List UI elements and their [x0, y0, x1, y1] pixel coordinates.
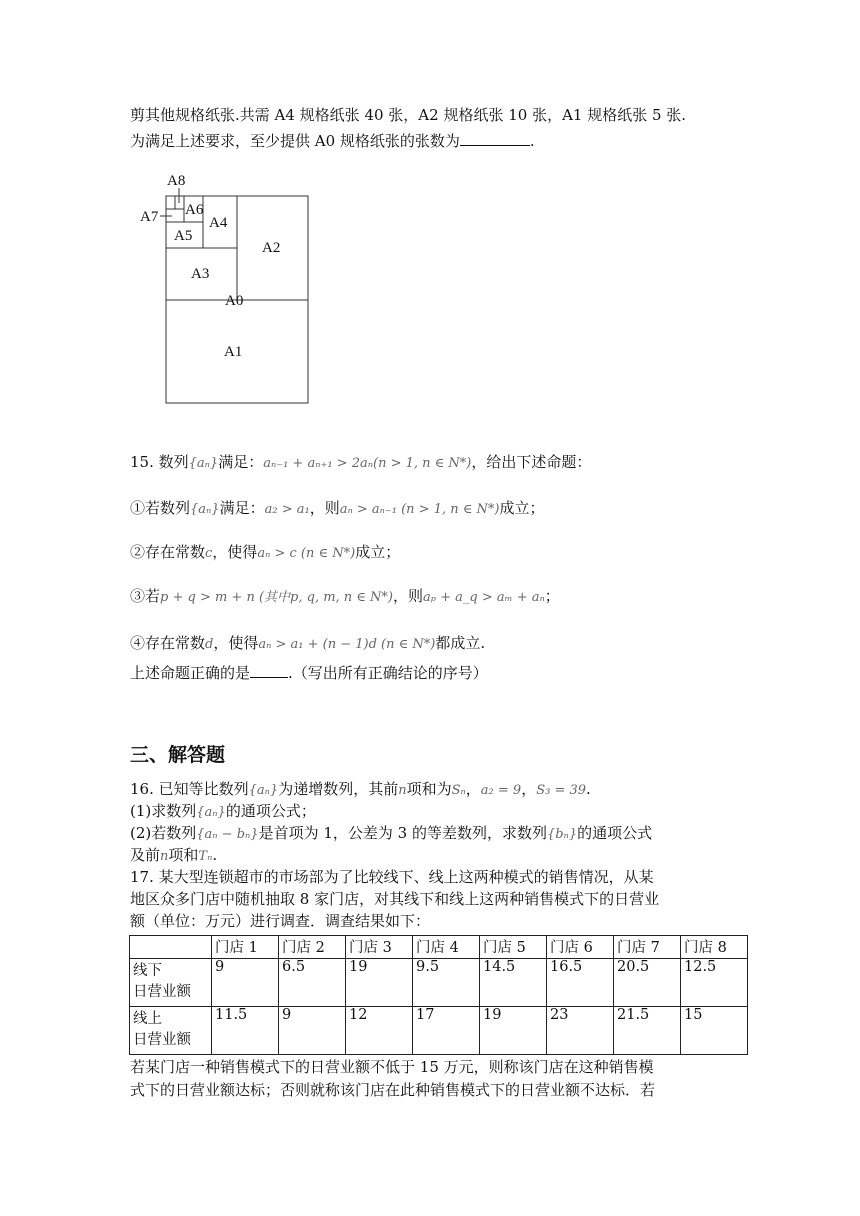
sales-table: [129, 935, 748, 1055]
p16-text: 及前: [130, 846, 161, 864]
formula: Sₙ: [451, 783, 466, 798]
seq-an: {aₙ}: [190, 502, 220, 517]
p16-text: 项和为: [406, 780, 452, 798]
p16-text: ，: [465, 780, 481, 798]
option-text: ，使得: [212, 543, 258, 561]
p15-stem: [130, 451, 591, 475]
p15-text: 满足：: [218, 453, 264, 471]
p14-line-2-text: 为满足上述要求，至少提供 A0 规格纸张的张数为: [130, 132, 460, 150]
option-text: ，则: [393, 587, 424, 605]
question-text: 上述命题正确的是: [130, 664, 251, 682]
table-cell: 6.5: [279, 959, 346, 1007]
option-text: ③若: [130, 587, 161, 605]
table-header-cell: 门店 6: [547, 936, 614, 959]
row-label-line: 线下: [133, 963, 162, 979]
table-header-cell: 门店 4: [413, 936, 480, 959]
table-cell: 21.5: [614, 1007, 681, 1055]
p16-text: (2)若数列: [130, 824, 197, 842]
option-text: ②存在常数: [130, 543, 206, 561]
table-cell: 9.5: [413, 959, 480, 1007]
p16-text: ，: [521, 780, 537, 798]
p17-line-2: 地区众多门店中随机抽取 8 家门店，对其线下和线上这两种销售模式下的日营业: [130, 890, 660, 908]
p15-option-2: [130, 541, 400, 565]
row-label: [130, 1007, 212, 1055]
p17-after-2: 式下的日营业额达标；否则就称该门店在此种销售模式下的日营业额不达标．若: [130, 1081, 656, 1099]
formula: S₃ = 39: [536, 783, 587, 798]
formula: aₚ + a_q > aₘ + aₙ: [423, 590, 545, 605]
p16-line-3: [130, 822, 652, 846]
table-header-cell: [130, 936, 212, 959]
table-cell: 17: [413, 1007, 480, 1055]
seq-an: {aₙ}: [188, 456, 219, 471]
option-text: ，则: [309, 499, 340, 517]
table-cell: 15: [681, 1007, 748, 1055]
label-a1: A1: [224, 344, 243, 360]
formula: aₙ > a₁ + (n − 1)d (n ∈ N*): [258, 637, 436, 652]
p16-text: 项和: [168, 846, 199, 864]
table-cell: 23: [547, 1007, 614, 1055]
formula: n: [398, 783, 407, 798]
table-row-offline: [130, 959, 748, 1007]
p15-option-4: [130, 632, 485, 656]
formula: Tₙ: [198, 849, 213, 864]
p16-text: 的通项公式: [577, 824, 653, 842]
p16-text: 是首项为 1，公差为 3 的等差数列，求数列: [258, 824, 547, 842]
row-label-line: 日营业额: [133, 984, 191, 1000]
p16-text: .: [586, 780, 591, 798]
table-cell: 12.5: [681, 959, 748, 1007]
table-cell: 12: [346, 1007, 413, 1055]
p16-text: 的通项公式；: [225, 802, 316, 820]
table-header-cell: 门店 3: [346, 936, 413, 959]
section-heading: 三、解答题: [130, 744, 226, 766]
formula: {bₙ}: [546, 827, 578, 842]
formula: {aₙ − bₙ}: [196, 827, 259, 842]
paper-size-figure: [130, 165, 320, 410]
option-text: 都成立.: [435, 634, 486, 652]
p16-text: 为递增数列，其前: [278, 780, 399, 798]
formula: n: [160, 849, 169, 864]
answer-blank: [250, 662, 288, 678]
p15-option-3: [130, 585, 560, 609]
p17-line-3: 额（单位：万元）进行调查．调查结果如下：: [130, 912, 431, 930]
seq-an: {aₙ}: [196, 805, 226, 820]
option-text: 满足：: [219, 499, 265, 517]
table-cell: 14.5: [480, 959, 547, 1007]
option-text: ，使得: [213, 634, 259, 652]
p15-condition-formula: aₙ₋₁ + aₙ₊₁ > 2aₙ(n > 1, n ∈ N*): [263, 456, 472, 471]
formula: d: [205, 637, 214, 652]
table-cell: 9: [279, 1007, 346, 1055]
p17-line-1: 17. 某大型连锁超市的市场部为了比较线下、线上这两种模式的销售情况，从某: [130, 868, 654, 886]
table-cell: 11.5: [212, 1007, 279, 1055]
table-cell: 16.5: [547, 959, 614, 1007]
label-a4: A4: [209, 215, 228, 231]
table-header-row: [130, 936, 748, 959]
table-cell: 19: [480, 1007, 547, 1055]
label-a0: A0: [225, 293, 244, 309]
label-a5: A5: [174, 228, 193, 244]
table-cell: 20.5: [614, 959, 681, 1007]
row-label-line: 日营业额: [133, 1032, 191, 1048]
table-header-cell: 门店 1: [212, 936, 279, 959]
option-text: ④存在常数: [130, 634, 206, 652]
table-cell: 9: [212, 959, 279, 1007]
p16-line-4: [130, 844, 217, 868]
table-header-cell: 门店 2: [279, 936, 346, 959]
label-a7: A7: [140, 209, 159, 225]
option-text: 成立；: [499, 499, 545, 517]
label-a8: A8: [167, 173, 186, 189]
label-a2: A2: [262, 240, 281, 256]
p16-line-1: [130, 778, 591, 802]
table-cell: 19: [346, 959, 413, 1007]
table-row-online: [130, 1007, 748, 1055]
p14-period: .: [529, 132, 535, 150]
formula: a₂ = 9: [480, 783, 522, 798]
p15-option-1: [130, 497, 544, 521]
formula: p + q > m + n (其中p, q, m, n ∈ N*): [160, 590, 394, 605]
label-a3: A3: [191, 266, 210, 282]
p14-line-2: [130, 130, 535, 152]
formula: a₂ > a₁: [264, 502, 310, 517]
formula: aₙ > c (n ∈ N*): [257, 546, 356, 561]
p14-line-1: 剪其他规格纸张.共需 A4 规格纸张 40 张，A2 规格纸张 10 张，A1 规格纸张 5 张.: [130, 106, 687, 124]
p15-question: [130, 662, 488, 684]
p15-text: ，给出下述命题：: [471, 453, 592, 471]
p16-text: .: [212, 846, 218, 864]
answer-blank: [460, 130, 530, 146]
p16-line-2: [130, 800, 316, 824]
table-header-cell: 门店 7: [614, 936, 681, 959]
label-a6: A6: [185, 202, 204, 218]
p16-text: (1)求数列: [130, 802, 197, 820]
p17-after-1: 若某门店一种销售模式下的日营业额不低于 15 万元，则称该门店在这种销售模: [130, 1058, 654, 1076]
table-header-cell: 门店 8: [681, 936, 748, 959]
seq-an: {aₙ}: [248, 783, 279, 798]
formula: aₙ > aₙ₋₁ (n > 1, n ∈ N*): [339, 502, 500, 517]
row-label: [130, 959, 212, 1007]
option-text: ①若数列: [130, 499, 191, 517]
option-text: 成立；: [355, 543, 401, 561]
table-header-cell: 门店 5: [480, 936, 547, 959]
option-text: ；: [544, 587, 560, 605]
question-text: .（写出所有正确结论的序号）: [288, 664, 488, 682]
p16-text: 16. 已知等比数列: [130, 780, 249, 798]
formula: c: [205, 546, 213, 561]
row-label-line: 线上: [133, 1011, 162, 1027]
p15-number: 15. 数列: [130, 453, 189, 471]
